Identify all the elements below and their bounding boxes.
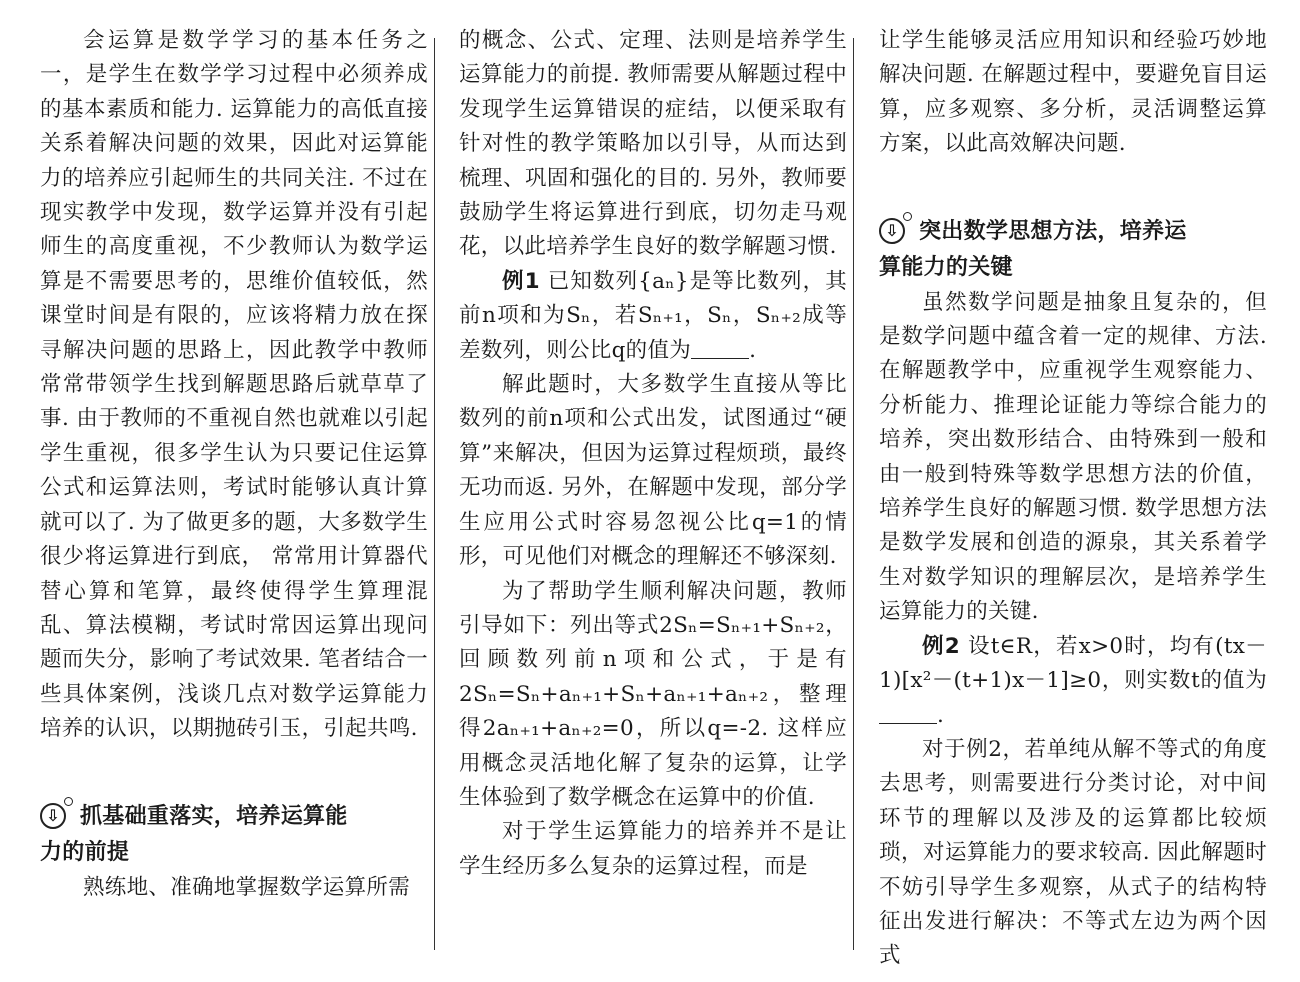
down-arrow-circle-icon: ⇩: [879, 218, 905, 244]
body-paragraph: 虽然数学问题是抽象且复杂的，但是数学问题中蕴含着一定的规律、方法. 在解题教学中，应重视学生观察能力、分析能力、推理论证能力等综合能力的培养，突出数形结合、由特殊到一般和由一般到特殊等数学思想方法的价值，培养学生良好的解题习惯. 数学思想方法是数学发展和创造的源泉，其关系着学生对数学知识的理解层次，是培养学生运算能力的关键.: [879, 289, 1267, 625]
example-2: 例2 设t∈R，若x>0时，均有(tx－1)[x²－(t+1)x－1]≥0，则实数t的值为.: [879, 633, 1267, 728]
section-heading-1: ⇩ 抓基础重落实，培养运算能 力的前提: [40, 799, 428, 871]
intro-paragraph: 会运算是数学学习的基本任务之一，是学生在数学学习过程中必须养成的基本素质和能力. 运算能力的高低直接关系着解决问题的效果，因此对运算能力的培养应引起师生的共同关注. 不过在现实教学中发现，数学运算并没有引起师生的高度重视，不少教师认为数学运算是不需要思考的，思维价值较低，然课堂时间是有限的，应该将精力放在探寻解决问题的思路上，因此教学中教师常常带领学生找到解题思路后就草草了事. 由于教师的不重视自然也就难以引起学生重视，很多学生认为只要记住运算公式和运算法则，考试时能够认真计算就可以了. 为了做更多的题，大多数学生很少将运算进行到底， 常常用计算器代替心算和笔算，最终使得学生算理混乱、算法模糊，考试时常因运算出现问题而失分，影响了考试效果. 笔者结合一些具体案例，浅谈几点对数学运算能力培养的认识，以期抛砖引玉，引起共鸣.: [40, 28, 428, 742]
column-2: [459, 24, 847, 884]
body-paragraph: 为了帮助学生顺利解决问题，教师引导如下：列出等式2Sₙ=Sₙ₊₁+Sₙ₊₂，回顾数列前n项和公式，于是有2Sₙ=Sₙ+aₙ₊₁+Sₙ+aₙ₊₁+aₙ₊₂，整理得2aₙ₊₁+aₙ₊₂=0，所以q=-2. 这样应用概念灵活地化解了复杂的运算，让学生体验到了数学概念在运算中的价值.: [459, 578, 847, 810]
column-3: [879, 24, 1267, 974]
answer-blank: [691, 336, 749, 359]
body-paragraph: 熟练地、准确地掌握数学运算所需: [83, 874, 411, 900]
example-label: 例1: [502, 268, 540, 294]
column-divider: [434, 38, 435, 950]
example-1: 例1 已知数列{aₙ}是等比数列，其前n项和为Sₙ，若Sₙ₊₁，Sₙ，Sₙ₊₂成等差数列，则公比q的值为 .: [459, 268, 848, 363]
section-heading-2: ⇩ 突出数学思想方法，培养运 算能力的关键: [879, 214, 1267, 286]
down-arrow-circle-icon: ⇩: [40, 803, 66, 829]
body-paragraph: 对于例2，若单纯从解不等式的角度去思考，则需要进行分类讨论，对中间环节的理解以及涉及的运算都比较烦琐，对运算能力的要求较高. 因此解题时不妨引导学生多观察，从式子的结构特征出发进行解决：不等式左边为两个因式: [879, 736, 1267, 969]
column-divider: [853, 38, 854, 950]
answer-blank: [879, 701, 937, 724]
body-paragraph: 的概念、公式、定理、法则是培养学生运算能力的前提. 教师需要从解题过程中发现学生运算错误的症结，以便采取有针对性的教学策略加以引导，从而达到梳理、巩固和强化的目的. 另外，教师要鼓励学生将运算进行到底，切勿走马观花，以此培养学生良好的数学解题习惯.: [459, 28, 847, 260]
body-paragraph: 让学生能够灵活应用知识和经验巧妙地解决问题. 在解题过程中，要避免盲目运算，应多观察、多分析，灵活调整运算方案，以此高效解决问题.: [879, 28, 1267, 157]
body-paragraph: 解此题时，大多数学生直接从等比数列的前n项和公式出发，试图通过“硬算”来解决，但因为运算过程烦琐，最终无功而返. 另外，在解题中发现，部分学生应用公式时容易忽视公比q=1的情形，可见他们对概念的理解还不够深刻.: [459, 372, 847, 570]
column-1: [40, 24, 428, 905]
example-label: 例2: [922, 633, 960, 659]
body-paragraph: 对于学生运算能力的培养并不是让学生经历多么复杂的运算过程，而是: [459, 819, 847, 879]
